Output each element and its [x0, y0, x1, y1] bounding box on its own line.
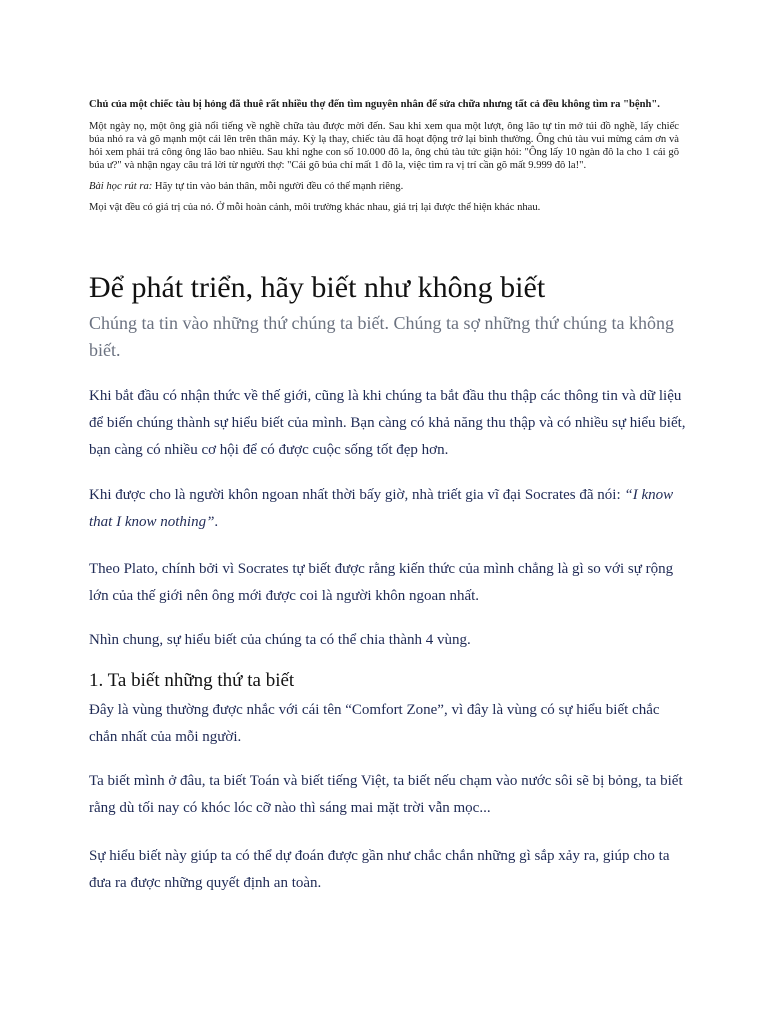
- lesson-label: Bài học rút ra:: [89, 181, 153, 192]
- value-line: Mọi vật đều có giá trị của nó. Ở mỗi hoàn cảnh, môi trường khác nhau, giá trị lại được thể hiện khác nhau.: [89, 202, 541, 213]
- paragraph-4: Nhìn chung, sự hiểu biết của chúng ta có thể chia thành 4 vùng.: [89, 632, 471, 648]
- paragraph-3: Theo Plato, chính bởi vì Socrates tự biết được rằng kiến thức của mình chẳng là gì so với sự rộng lớn của thế giới nên ông mới được coi là người khôn ngoan nhất.: [89, 561, 674, 604]
- lesson-line: [89, 180, 679, 193]
- paragraph-2: [89, 482, 689, 536]
- article: [89, 268, 689, 891]
- story-excerpt: [89, 98, 679, 222]
- paragraph-6: Ta biết mình ở đâu, ta biết Toán và biết tiếng Việt, ta biết nếu chạm vào nước sôi sẽ bị bỏng, ta biết rằng dù tối nay có khóc lóc cỡ nào thì sáng mai mặt trời vẫn mọc...: [89, 773, 683, 816]
- article-subtitle: Chúng ta tin vào những thứ chúng ta biết. Chúng ta sợ những thứ chúng ta không biết.: [89, 313, 674, 360]
- story-intro-bold: Chủ của một chiếc tàu bị hỏng đã thuê rất nhiều thợ đến tìm nguyên nhân để sửa chữa nhưng tất cả đều không tìm ra "bệnh".: [89, 99, 660, 110]
- story-paragraph: Một ngày nọ, một ông già nổi tiếng về nghề chữa tàu được mời đến. Sau khi xem qua một lượt, ông lão tự tin mở túi đồ nghề, lấy chiếc búa nhỏ ra và gõ mạnh một cái lên trên thân máy. Kỳ lạ thay, chiếc tàu đã hoạt động trở lại bình thường. Ông chủ tàu vui mừng cảm ơn và hỏi xem phải trả công ông lão bao nhiêu. Sau khi nghe con số 10.000 đô la, ông chủ tàu tức giận hỏi: "Ông lấy 10 ngàn đô la cho 1 cái gõ búa ư?" và nhận ngay câu trả lời từ người thợ: "Cái gõ búa chỉ mất 1 đô la, việc tìm ra vị trí cần gõ mất 9.999 đô la!".: [89, 121, 679, 171]
- section-1-heading: 1. Ta biết những thứ ta biết: [89, 670, 295, 691]
- lesson-text: Hãy tự tin vào bản thân, mỗi người đều có thế mạnh riêng.: [152, 181, 404, 192]
- paragraph-2-text: Khi được cho là người khôn ngoan nhất thời bấy giờ, nhà triết gia vĩ đại Socrates đã nói:: [89, 487, 625, 503]
- paragraph-2-end: .: [214, 514, 219, 530]
- paragraph-5: Đây là vùng thường được nhắc với cái tên “Comfort Zone”, vì đây là vùng có sự hiểu biết chắc chắn nhất của mỗi người.: [89, 702, 660, 745]
- article-title: Để phát triển, hãy biết như không biết: [89, 271, 546, 304]
- paragraph-1: Khi bắt đầu có nhận thức về thế giới, cũng là khi chúng ta bắt đầu thu thập các thông tin và dữ liệu để biến chúng thành sự hiểu biết của mình. Bạn càng có khả năng thu thập và có nhiều sự hiểu biết, bạn càng có nhiều cơ hội để có được cuộc sống tốt đẹp hơn.: [89, 388, 686, 458]
- paragraph-7: Sự hiểu biết này giúp ta có thể dự đoán được gần như chắc chắn những gì sắp xảy ra, giúp cho ta đưa ra được những quyết định an toàn.: [89, 848, 670, 891]
- socrates-quote: “I know that I know nothing”: [89, 487, 674, 530]
